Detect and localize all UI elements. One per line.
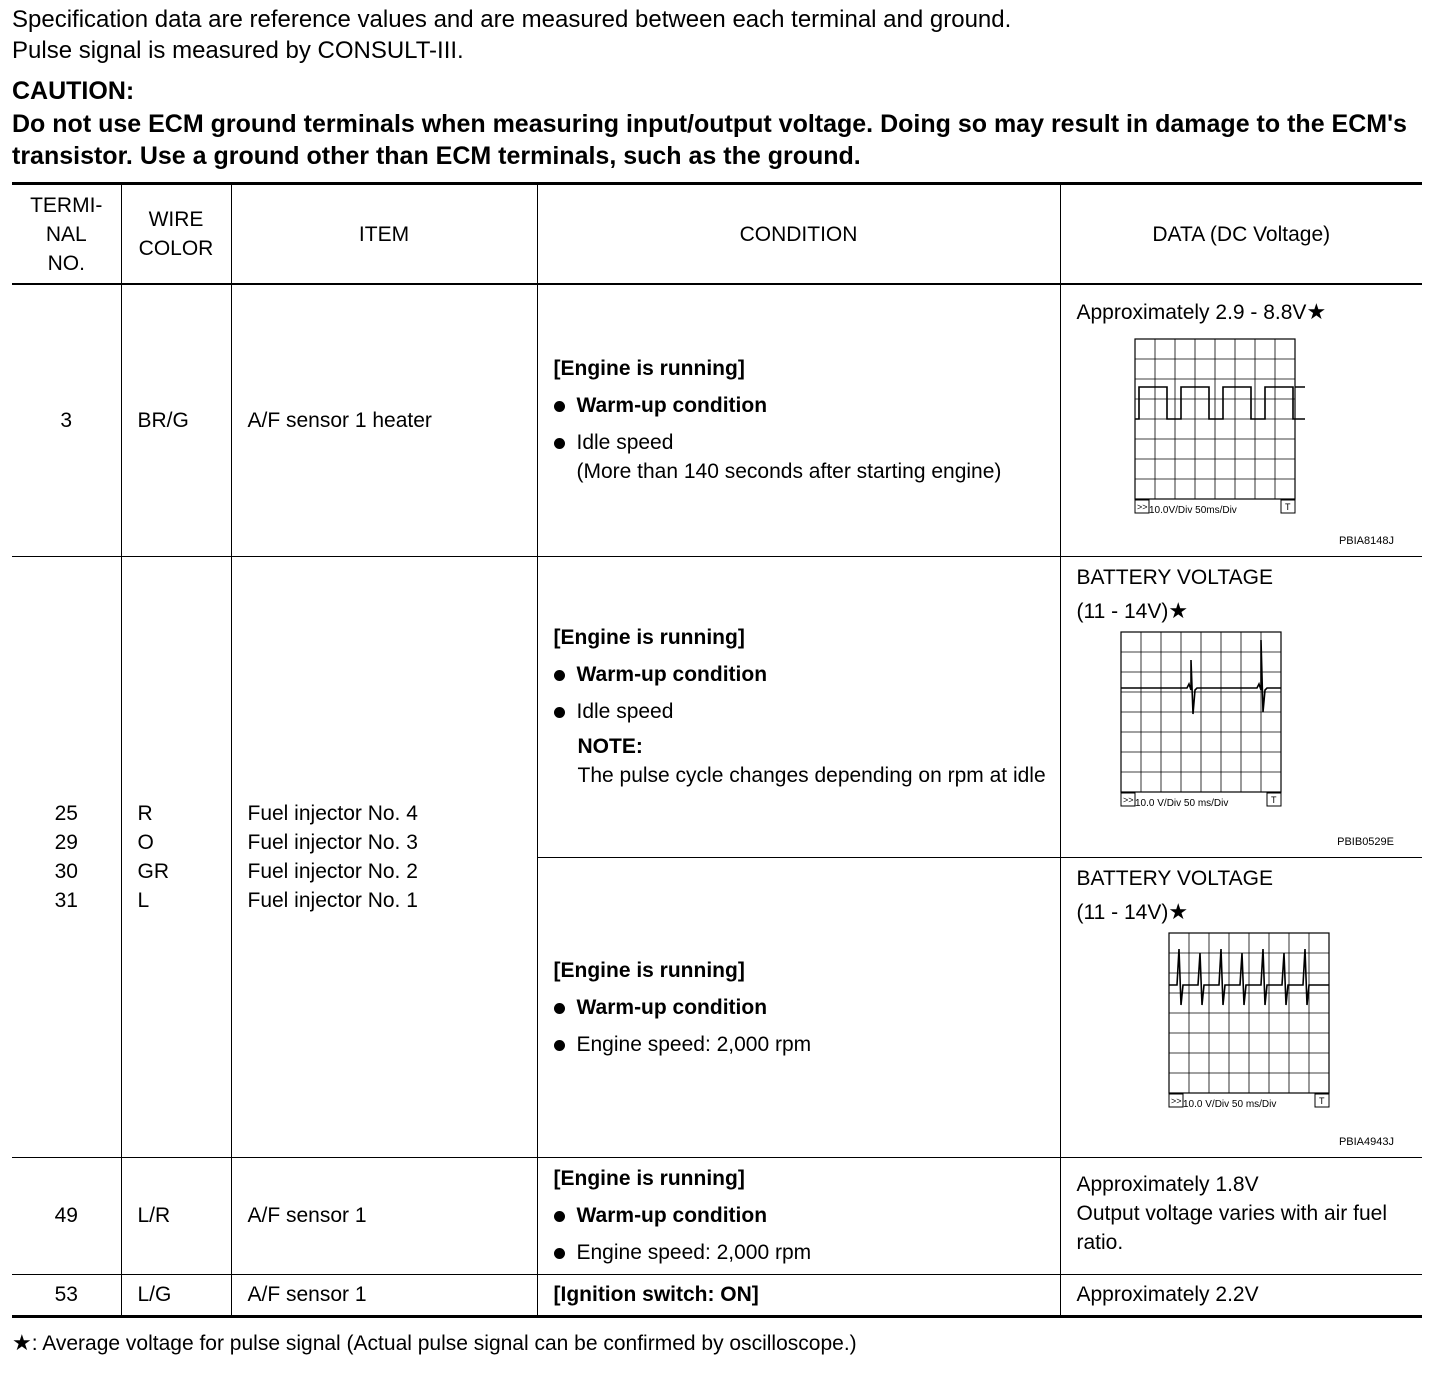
bullet-icon — [554, 1248, 565, 1259]
svg-text:>>: >> — [1170, 1095, 1182, 1106]
condition-cell — [537, 556, 1060, 857]
bullet-icon — [554, 1003, 565, 1014]
oscilloscope-waveform-2 — [1111, 628, 1291, 812]
scope-scale-label: 10.0 V/Div 50 ms/Div — [1134, 797, 1228, 809]
bullet-icon — [554, 1040, 565, 1051]
figure-code: PBIB0529E — [1337, 835, 1394, 848]
intro-line-1: Specification data are reference values and are measured between each terminal and ground. — [12, 6, 1012, 33]
item-cell: A/F sensor 1 — [231, 1274, 537, 1316]
wire-color-cell: L/R — [121, 1157, 231, 1274]
oscilloscope-waveform-3 — [1159, 929, 1339, 1113]
list-item: Idle speed (More than 140 seconds after starting engine) — [554, 428, 1054, 486]
note — [554, 732, 1054, 790]
table-row — [12, 556, 1422, 857]
data-cell — [1060, 857, 1422, 1157]
condition-title: [Engine is running] — [553, 357, 745, 381]
svg-text:T: T — [1270, 794, 1276, 805]
table-row — [12, 1274, 1422, 1316]
item-cell: A/F sensor 1 heater — [231, 284, 537, 556]
condition-title: [Engine is running] — [553, 1167, 745, 1190]
ecm-terminal-table — [12, 182, 1422, 1318]
svg-text:>>: >> — [1136, 502, 1148, 512]
intro-line-2: Pulse signal is measured by CONSULT-III. — [12, 37, 464, 64]
data-cell: Approximately 2.2V — [1060, 1274, 1422, 1316]
wire-color-cell: L/G — [121, 1274, 231, 1316]
table-row — [12, 284, 1422, 556]
figure-code: PBIA8148J — [1338, 534, 1394, 547]
footnote: ★: Average voltage for pulse signal (Actual pulse signal can be confirmed by oscilloscope.) — [12, 1330, 857, 1355]
list-item: Warm-up condition — [554, 391, 1054, 420]
data-text: (11 - 14V)★ — [1076, 898, 1189, 924]
item-cell: A/F sensor 1 — [231, 1157, 537, 1274]
list-item: Warm-up condition — [554, 660, 1054, 689]
star-icon: ★ — [1168, 898, 1189, 924]
note-text: The pulse cycle changes depending on rpm at idle — [577, 764, 1046, 787]
list-item: Engine speed: 2,000 rpm — [554, 1238, 1054, 1267]
star-icon: ★ — [1168, 597, 1189, 623]
intro-text — [12, 4, 1011, 66]
condition-cell — [537, 857, 1060, 1157]
header-item: ITEM — [231, 184, 537, 285]
condition-title: [Engine is running] — [553, 626, 745, 649]
list-item: Warm-up condition — [554, 1201, 1054, 1230]
data-text: BATTERY VOLTAGE — [1076, 565, 1273, 589]
data-text: (11 - 14V)★ — [1076, 597, 1189, 623]
svg-text:T: T — [1284, 502, 1290, 512]
star-icon: ★ — [12, 1330, 32, 1355]
header-data: DATA (DC Voltage) — [1060, 184, 1422, 285]
bullet-icon — [554, 1211, 565, 1222]
condition-cell: [Ignition switch: ON] — [537, 1274, 1060, 1316]
table-row — [12, 1157, 1422, 1274]
data-cell — [1060, 1157, 1422, 1274]
table-header-row — [12, 184, 1422, 285]
condition-cell — [537, 1157, 1060, 1274]
header-condition: CONDITION — [537, 184, 1060, 285]
bullet-icon — [554, 401, 565, 412]
list-item: Engine speed: 2,000 rpm — [554, 1030, 1054, 1059]
item-cell: Fuel injector No. 4 Fuel injector No. 3 Fuel injector No. 2 Fuel injector No. 1 — [231, 556, 537, 1157]
scope-scale-label: 10.0V/Div 50ms/Div — [1148, 505, 1237, 516]
data-text: Output voltage varies with air fuel ratio. — [1076, 1201, 1387, 1254]
wire-color-cell: R O GR L — [121, 556, 231, 1157]
list-item: Idle speed — [554, 697, 1054, 726]
terminal-cell: 3 — [12, 284, 121, 556]
terminal-cell: 25 29 30 31 — [12, 556, 121, 1157]
oscilloscope-waveform-1 — [1125, 335, 1305, 519]
figure-code: PBIA4943J — [1338, 1135, 1394, 1148]
wire-color-cell: BR/G — [121, 284, 231, 556]
list-item: Warm-up condition — [554, 993, 1054, 1022]
data-text: Approximately 1.8V — [1076, 1172, 1259, 1196]
note-title: NOTE: — [577, 735, 643, 758]
condition-title: [Engine is running] — [553, 958, 745, 982]
scope-scale-label: 10.0 V/Div 50 ms/Div — [1182, 1098, 1276, 1110]
terminal-cell: 53 — [12, 1274, 121, 1316]
header-wire-color: WIRE COLOR — [121, 184, 231, 285]
data-cell — [1060, 556, 1422, 857]
bullet-icon — [554, 670, 565, 681]
svg-text:T: T — [1318, 1095, 1324, 1106]
svg-text:>>: >> — [1122, 794, 1134, 805]
bullet-icon — [554, 707, 565, 718]
header-terminal: TERMI- NAL NO. — [12, 184, 121, 285]
terminal-cell: 49 — [12, 1157, 121, 1274]
bullet-icon — [554, 438, 565, 449]
star-icon: ★ — [1306, 299, 1327, 324]
data-text: Approximately 2.9 - 8.8V★ — [1076, 299, 1327, 324]
data-cell — [1060, 284, 1422, 556]
condition-cell — [537, 284, 1060, 556]
data-text: BATTERY VOLTAGE — [1076, 866, 1273, 890]
caution-title: CAUTION: — [12, 77, 135, 105]
caution-text: Do not use ECM ground terminals when measuring input/output voltage. Doing so may result in damage to the ECM's transistor. Use a ground other than ECM terminals, such as the ground. — [12, 110, 1407, 170]
